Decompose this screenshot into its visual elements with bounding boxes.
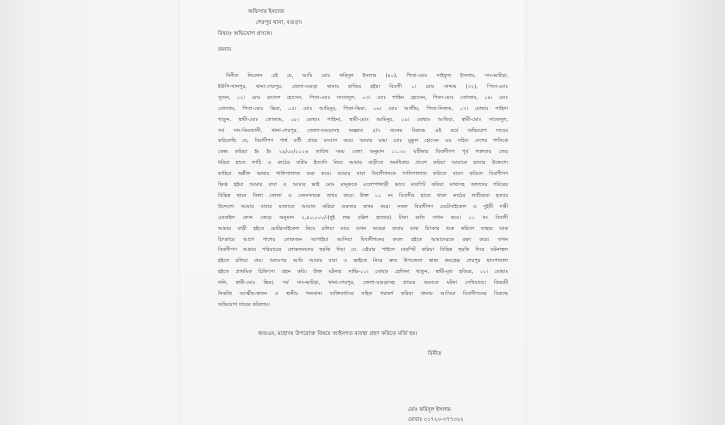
body-line: কাহিয়া অশ্লীল ভাষায় গালিগালাজ শুরু করে। আমার বাবা বিবাদীগনকে গালিগালাজ করিতে বারণ করিলে বিবাদীগণ (218, 171, 508, 178)
body-line: সর্ব সাং-ডিমজানী, থানা-শেরপুর, জেলা-বগুড়াসহ অজ্ঞাত ৫/৭ জনের বিরুদ্ধে এই মর্মে অভিযোগ দায়ের (218, 127, 508, 134)
valediction: বিনীত (428, 351, 442, 357)
body-line: মোবাইল ফোন কেড়ে অনুমান ২,৪০,০০০/-(দুই লক্ষ চল্লিশ হাজার) টাকা ক্ষতি সাধন করে। ০১ নং বিবাদী (218, 214, 508, 221)
body-line: ধরিয়া হাতে লাঠি ও কাঠের বাটাম ইত্যাদি নিয়ে আমার বাড়ীতে অনধিকার প্রবেশ করিয়া আমাকে হত্যার উদ্দেশ্যে (218, 160, 508, 167)
body-line: ফনি, স্বামী-মোঃ ভিমা, সর্ব সাং-ভাটড়া, থানা-শেরপুর, জেলা-বগুড়াসহ গ্রামের অনেকে ঘটনা দেখিয়াছে। বিষয়টি (218, 280, 508, 287)
body-line: ইউপি-খানপুর, থানা-শেরপুর, জেলা-বগুড়া থানায় হাজির হইয়া বিবাদী ১। মোঃ সাদ্দাম (৩২), পিতা-মোঃ (218, 83, 508, 90)
body-line: কেন্দ্র করিয়া ইং ইং ২৯/০৮/২০২৬ তারিখ সময় বেলা অনুমান ১১.৩০ ঘটিকার বিবাদীগণ পূর্ব শত্রুতার জের (218, 149, 508, 156)
body-line: ক্ষিপ্ত হইয়া আমার বাবা ও আমার ভাই মোঃ মানুককে এলোপাথাড়ী ভাবে মারপিট করিয়া মাথাসহ অঙ্গাদের শরিরের (218, 182, 508, 188)
body-line: বিনীত নিবেদন এই যে, আমি মোঃ ফরিদুল ইসলাম (৪০), পিতা-মোঃ সাইফুল ইসলাম, সাং-ভাটড়া, (226, 73, 508, 79)
body-line: খাতুন, স্বামী-মোঃ তোজাম, ০৮। মোছাঃ শাহিনা, স্বামী-মোঃ আমিনুর, ০৯। মোছাঃ আছিয়া, স্বামী-মোঃ সাজেদুল, (218, 116, 508, 123)
body-line: অভিযোগ দায়ের করিলাম। (218, 301, 270, 308)
station-address: শেরপুর থানা, বগুড়া। (256, 20, 303, 26)
body-line: তোজাম, পিতা-মোঃ ভিমা, ০৫। মোঃ আমিনুর, পিতা-ভিমা, ০৬। মোঃ আলীম, পিতা-নিজাম, ০৭। মোছাঃ শাহিদা (218, 105, 508, 112)
body-line: বিবাদীগণ আমার পরিবারের লোকজনদের হুমকি দিয়া যে এইবার পাইলে মারপিট করিয়া বিভিন্ন হুমকি দিয়ে ঘটনাস্থল (218, 247, 508, 254)
body-line: হইতে প্রাথমিক চিকিৎসা গ্রহন করি। উক্ত ঘটনার সাক্ষি-০১। মোছাঃ হেলিনা খাতুন, স্বামী-মৃত হবিবর, ০২। মোছাঃ (218, 269, 508, 276)
body-line: সুজন, ০২। মোঃ রাসেল হোসেন, পিতা-মোঃ সাজেদুল, ০৩। মোঃ শাহিন হোসেন, পিতা-মোঃ তোজাম, ০৪। মোঃ (218, 94, 508, 101)
signature-phone: মোবাঃ ০১৭২০-৩৭৭৩২২ (408, 417, 464, 423)
body-line: আমার বাড়ী হইতে মোটরসাইকেল নিয়ে চলিয়া যায়। তখন আমরা বাবার ডাক চিৎকার শুরু করিলে তাহার ডাক (218, 225, 508, 232)
salutation: জনাব (218, 47, 231, 53)
closing-line: অতএব, মহোদয় উপরোক্ত বিষয়ে আইনগত ব্যবস্থা গ্রহণ করিতে মর্জি হয়। (258, 331, 418, 337)
body-line: করিতেছি যে, বিবাদীগণ পার্শ্ব বর্তী গ্রামে বসবাস করে। আমার মামা মোঃ মুকুল হোসেন এর সহিত দেশের শাসিকে (218, 138, 508, 145)
body-line: হইতে চলিয়া যায়। অতঃপর আমি আমার বাবা ও ভাইকে নিয়ে দ্রুত উপজেলা স্বাস্থ্য কমপ্লেক্স শেরপুর হাসপাতাল (218, 258, 508, 265)
body-line: উদ্দেশ্যে আমার বাবার মাজাতে আঘাত করিয়া গুরুতর জখম করে। সকল বিবাদীগণ মেটেসাইকেল ও দুইটি দামী (218, 203, 508, 210)
body-line: চিৎকারে আশে পাশের লোকজন আগাইয়া আসিয়া বিবাদীগনের কবল হইতে আমাদেরকে রক্ষা করে। তখন (218, 236, 508, 243)
addressee: অফিসার ইনচার্জ (248, 9, 285, 15)
body-line: বিভিন্ন স্থানে ফিলা ফোলা ও বেদনাদায়ক জখম করে। উক্ত ০১ নং বিবাদীর হাতে থাকা কাঠের লাঠিদ্বারা হত্যার (218, 192, 508, 199)
body-line: নিকটস্থ আত্মীয়-স্বজন ও স্থানীয় গন্যমান্য ব্যক্তিবর্গদের সহিত পরামর্শ করিয়া থানায় আসিয়া বিবাদীগনের বিরুদ্ধে (218, 291, 508, 297)
letter-paper (180, 0, 525, 425)
subject-line: বিষয়ঃ অভিযোগ প্রসঙ্গে। (218, 31, 273, 37)
signature-name: মোঃ ফরিদুল ইসলাম (408, 407, 451, 413)
